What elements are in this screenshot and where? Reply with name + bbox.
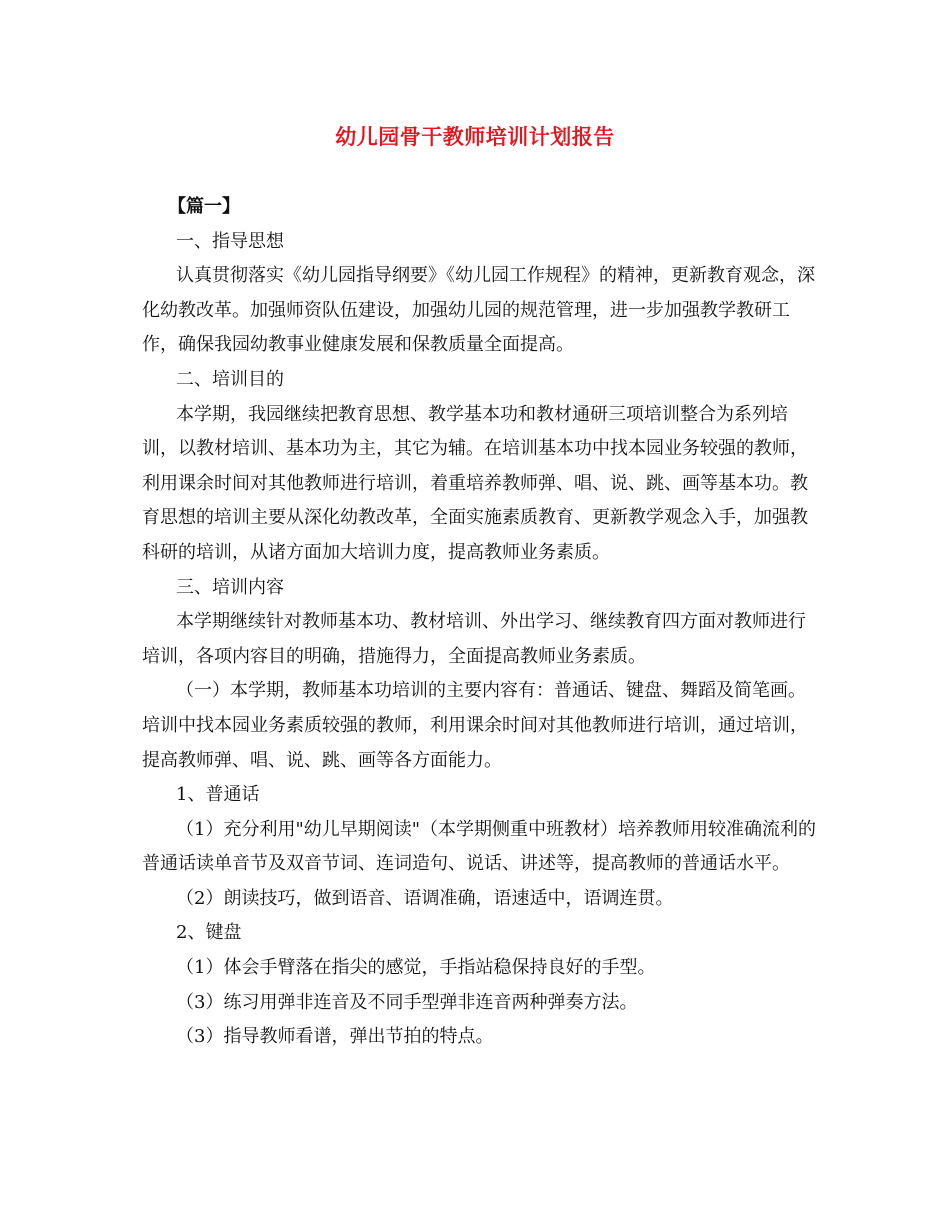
section-label: 【篇一】 (168, 196, 240, 217)
heading-training-purpose: 二、培训目的 (176, 368, 284, 390)
paragraph: （一）本学期，教师基本功培训的主要内容有：普通话、键盘、舞蹈及简笔画。培训中找本园业务素质较强的教师，利用课余时间对其他教师进行培训，通过培训，提高教师弹、唱、说、跳、画等各方面能力。 (142, 680, 808, 771)
paragraph: 认真贯彻落实《幼儿园指导纲要》《幼儿园工作规程》的精神，更新教育观念，深化幼教改革。加强师资队伍建设，加强幼儿园的规范管理，进一步加强教学教研工作，确保我园幼教事业健康发展和保教质量全面提高。 (142, 265, 815, 356)
paragraph: 本学期继续针对教师基本功、教材培训、外出学习、继续教育四方面对教师进行培训，各项内容目的明确，措施得力，全面提高教师业务素质。 (142, 611, 806, 667)
list-item: （3）练习用弹非连音及不同手型弹非连音两种弹奏方法。 (176, 991, 638, 1013)
subheading-keyboard: 2、键盘 (176, 922, 242, 944)
paragraph: 本学期，我园继续把教育思想、教学基本功和教材通研三项培训整合为系列培训，以教材培训、基本功为主，其它为辅。在培训基本功中找本园业务较强的教师，利用课余时间对其他教师进行培训，着重培养教师弹、唱、说、跳、画等基本功。教育思想的培训主要从深化幼教改革，全面实施素质教育、更新教学观念入手，加强教科研的培训，从诸方面加大培训力度，提高教师业务素质。 (142, 403, 808, 563)
list-item: （1）体会手臂落在指尖的感觉，手指站稳保持良好的手型。 (176, 957, 656, 979)
heading-guiding-ideology: 一、指导思想 (176, 230, 284, 252)
list-item: （1）充分利用"幼儿早期阅读"（本学期侧重中班教材）培养教师用较准确流利的普通话读单音节及双音节词、连词造句、说话、讲述等，提高教师的普通话水平。 (142, 818, 817, 875)
document-body (142, 190, 822, 1055)
document-title: 幼儿园骨干教师培训计划报告 (335, 125, 615, 149)
list-item: （2）朗读技巧，做到语音、语调准确，语速适中，语调连贯。 (176, 887, 674, 909)
subheading-mandarin: 1、普通话 (176, 784, 260, 806)
list-item: （3）指导教师看谱，弹出节拍的特点。 (176, 1026, 494, 1048)
heading-training-content: 三、培训内容 (176, 576, 284, 598)
